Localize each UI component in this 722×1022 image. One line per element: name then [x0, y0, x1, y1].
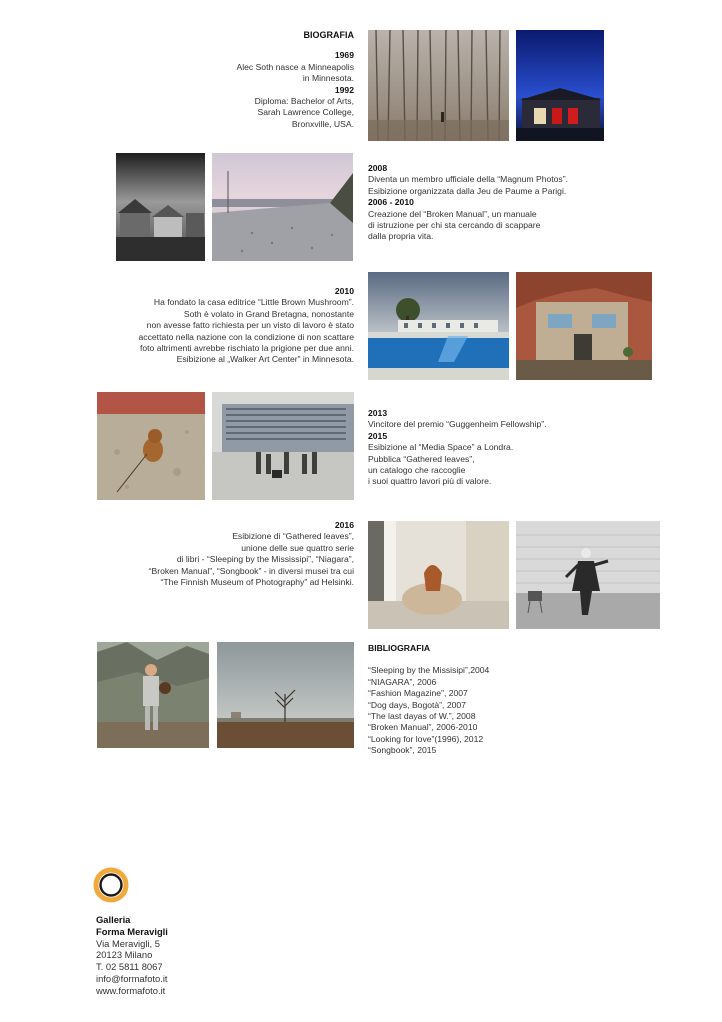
text-2016-line: “Broken Manual”, “Songbook” - in diversi musei tra cui [148, 565, 354, 576]
text-1992-line: Bronxville, USA. [291, 118, 354, 129]
text-2006-2010-line: Creazione del “Broken Manual”, un manuale [368, 208, 537, 219]
text-1992-line: Sarah Lawrence College, [257, 107, 354, 118]
bibliography-item: “Dog days, Bogotà”, 2007 [368, 699, 466, 710]
bibliography-item: “Sleeping by the Missisipi”,2004 [368, 665, 490, 676]
year-2013: 2013 [368, 408, 388, 418]
year-2015: 2015 [368, 430, 388, 441]
photo-field-tree [217, 642, 354, 748]
photo-forest [368, 30, 509, 141]
photo-dog [97, 392, 205, 500]
year-2008: 2008 [368, 163, 388, 173]
photo-woman-bed [368, 521, 509, 629]
photo-bw-dancer [516, 521, 660, 629]
bio-2008-2010 [368, 163, 608, 243]
photo-snow-landscape [212, 153, 353, 261]
gallery-website[interactable]: www.formafoto.it [96, 984, 166, 996]
photo-pool-motel [368, 272, 509, 380]
gallery-name-line1: Galleria [96, 914, 131, 925]
text-2015-line: Esibizione al “Media Space” a Londra. [368, 442, 514, 453]
bio-2013-2015 [368, 408, 608, 488]
text-2016-line: Esibizione di “Gathered leaves”, [232, 531, 354, 542]
text-2010-line: accettato nella nazione con la condizione di non scattare [138, 331, 354, 342]
text-2010-line: foto altrimenti avrebbe rischiato la prigione per due anni. [139, 343, 354, 354]
year-2006-2010: 2006 - 2010 [368, 197, 414, 208]
bibliography-item: “The last dayas of W.”, 2008 [368, 711, 476, 722]
text-2015-line: i suoi quattro lavori più di valore. [368, 476, 492, 487]
photo-bw-town [116, 153, 205, 261]
bibliografia-heading: BIBLIOGRAFIA [368, 643, 431, 653]
bibliografia-section [368, 643, 608, 757]
text-2016-line: di libri - “Sleeping by the Mississipi”, “Niagara”, [176, 554, 354, 565]
gallery-name-line2: Forma Meravigli [96, 925, 168, 937]
text-2010-line: non avesse fatto richiesta per un visto di lavoro è stato [146, 320, 354, 331]
gallery-address: Via Meravigli, 5 [96, 937, 160, 949]
gallery-phone: T. 02 5811 8067 [96, 961, 163, 973]
photo-girl-mountains [97, 642, 209, 748]
gallery-email[interactable]: info@formafoto.it [96, 972, 168, 984]
text-1992-line: Diploma: Bachelor of Arts, [254, 96, 354, 107]
bibliography-item: “Broken Manual”, 2006-2010 [368, 722, 478, 733]
text-2013-line: Vincitore del premio “Guggenheim Fellowship”. [368, 419, 547, 430]
bibliography-item: “Songbook”, 2015 [368, 745, 437, 756]
text-1969-line: Alec Soth nasce a Minneapolis [236, 61, 354, 72]
text-2006-2010-line: di istruzione per chi sta cercando di scappare [368, 220, 541, 231]
year-1969: 1969 [334, 50, 354, 61]
text-2015-line: Pubblica “Gathered leaves”, [368, 453, 475, 464]
text-2006-2010-line: dalla propria vita. [368, 231, 434, 242]
photo-rock-house [516, 272, 652, 380]
text-2010-line: Esibizione al „Walker Art Center” in Minnesota. [176, 354, 354, 365]
bibliography-item: “Looking for love”(1996), 2012 [368, 733, 484, 744]
text-1969-line: in Minnesota. [302, 73, 354, 84]
bio-2016 [120, 520, 354, 588]
bibliography-item: “NIAGARA”, 2006 [368, 676, 437, 687]
text-2016-line: unione delle sue quattro serie [241, 542, 354, 553]
ring-logo-icon [93, 867, 129, 903]
photo-night-motel [516, 30, 604, 141]
text-2015-line: un catalogo che raccoglie [368, 465, 466, 476]
bio-2010 [100, 286, 354, 366]
gallery-contact [96, 914, 256, 997]
year-2016: 2016 [334, 520, 354, 530]
text-2010-line: Soth è volato in Grand Bretagna, nonostante [183, 308, 354, 319]
text-2010-line: Ha fondato la casa editrice “Little Brown Mushroom”. [153, 297, 354, 308]
year-2010: 2010 [334, 286, 354, 296]
biografia-heading: BIOGRAFIA [303, 30, 354, 40]
gallery-city: 20123 Milano [96, 949, 153, 961]
text-2016-line: “The Finnish Museum of Photography” ad Helsinki. [160, 577, 354, 588]
photo-soldiers-building [212, 392, 354, 500]
bibliography-item: “Fashion Magazine”, 2007 [368, 688, 468, 699]
text-2008-line: Diventa un membro ufficiale della “Magnum Photos”. [368, 174, 568, 185]
text-2008-line: Esibizione organizzata dalla Jeu de Paume a Parigi. [368, 185, 567, 196]
bio-1969-1992 [150, 30, 354, 130]
year-1992: 1992 [334, 84, 354, 95]
